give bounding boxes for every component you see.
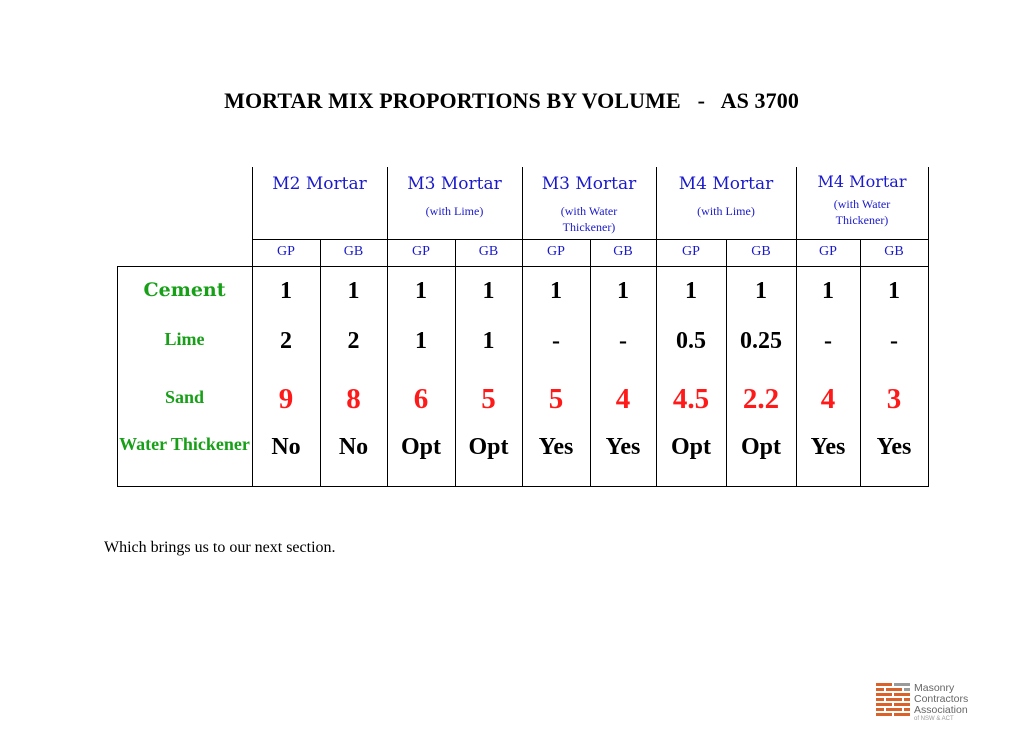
table-cell: 6 (413, 383, 429, 415)
grade-header: GP (412, 244, 430, 259)
table-cell: Yes (876, 434, 912, 460)
mix-header-name: M4 Mortar (678, 174, 774, 194)
table-cell: 1 (755, 278, 767, 304)
mix-header-name: M4 Mortar (817, 172, 907, 191)
caption-text: Which brings us to our next section. (104, 539, 336, 556)
mix-header-sub: (with Lime) (697, 204, 755, 218)
table-cell: Opt (400, 434, 441, 460)
brick-wall-icon (876, 683, 912, 721)
grade-header: GP (682, 244, 700, 259)
table-cell: 1 (280, 278, 292, 304)
grade-header: GP (277, 244, 295, 259)
grade-rule (117, 266, 929, 267)
table-cell: 1 (685, 278, 697, 304)
table-cell: 4 (820, 383, 836, 415)
row-label: Sand (164, 387, 205, 407)
logo-wordmark (914, 683, 968, 716)
grade-header: GB (884, 244, 904, 259)
table-cell: 5 (548, 383, 564, 415)
table-cell: Yes (538, 434, 574, 460)
table-cell: Yes (605, 434, 641, 460)
table-cell: 0.25 (740, 328, 782, 354)
table-cell: - (619, 328, 627, 354)
table-cell: No (271, 434, 301, 460)
table-cell: Opt (740, 434, 781, 460)
table-cell: Opt (670, 434, 711, 460)
table-cell: 4.5 (672, 383, 710, 415)
table-cell: 2.2 (742, 383, 780, 415)
table-cell: 5 (481, 383, 496, 415)
mix-header-sub: (with Water Thickener) (833, 197, 891, 227)
grade-header: GB (613, 244, 633, 259)
grade-header: GB (478, 244, 499, 259)
mix-header-sub: (with Lime) (425, 204, 484, 218)
page-title: MORTAR MIX PROPORTIONS BY VOLUME - AS 3700 (224, 88, 799, 113)
table-cell: 8 (346, 383, 361, 415)
logo-tagline: of NSW & ACT (914, 716, 954, 722)
table-cell: No (338, 434, 369, 460)
header-rule (252, 239, 929, 240)
table-cell: - (890, 328, 898, 354)
table-cell: 9 (278, 383, 294, 415)
grade-header: GP (547, 244, 565, 259)
table-cell: - (552, 328, 560, 354)
row-label: Cement (143, 279, 226, 301)
mix-header-sub: (with Water Thickener) (560, 204, 618, 234)
mix-header-name: M3 Mortar (407, 174, 502, 194)
table-cell: 4 (615, 383, 631, 415)
grade-header: GB (343, 244, 364, 259)
table-cell: 1 (347, 278, 360, 304)
mix-header-name: M2 Mortar (272, 174, 367, 194)
table-cell: - (824, 328, 832, 354)
table-cell: Opt (468, 434, 509, 460)
table-cell: 2 (280, 328, 292, 354)
table-cell: 1 (617, 278, 629, 304)
logo-line: Contractors (914, 693, 969, 705)
row-label: Lime (164, 329, 205, 349)
row-label: Water Thickener (119, 434, 250, 454)
logo-line: Association (914, 704, 968, 716)
table-cell: 1 (888, 278, 900, 304)
table-cell: 1 (482, 328, 495, 354)
table-cell: 1 (482, 278, 495, 304)
table-bottom-rule (117, 486, 929, 487)
table-cell: 3 (886, 383, 902, 415)
mix-header-name: M3 Mortar (541, 174, 637, 194)
table-cell: Yes (810, 434, 846, 460)
grade-header: GP (819, 244, 837, 259)
logo-line: Masonry (914, 682, 955, 694)
grade-divider (928, 239, 929, 267)
grade-header: GB (751, 244, 771, 259)
body-group-divider (928, 266, 929, 487)
table-cell: 2 (347, 328, 360, 354)
table-cell: 1 (415, 328, 427, 354)
table-cell: 1 (822, 278, 834, 304)
table-cell: 1 (550, 278, 562, 304)
table-cell: 0.5 (676, 328, 706, 354)
table-cell: 1 (415, 278, 427, 304)
